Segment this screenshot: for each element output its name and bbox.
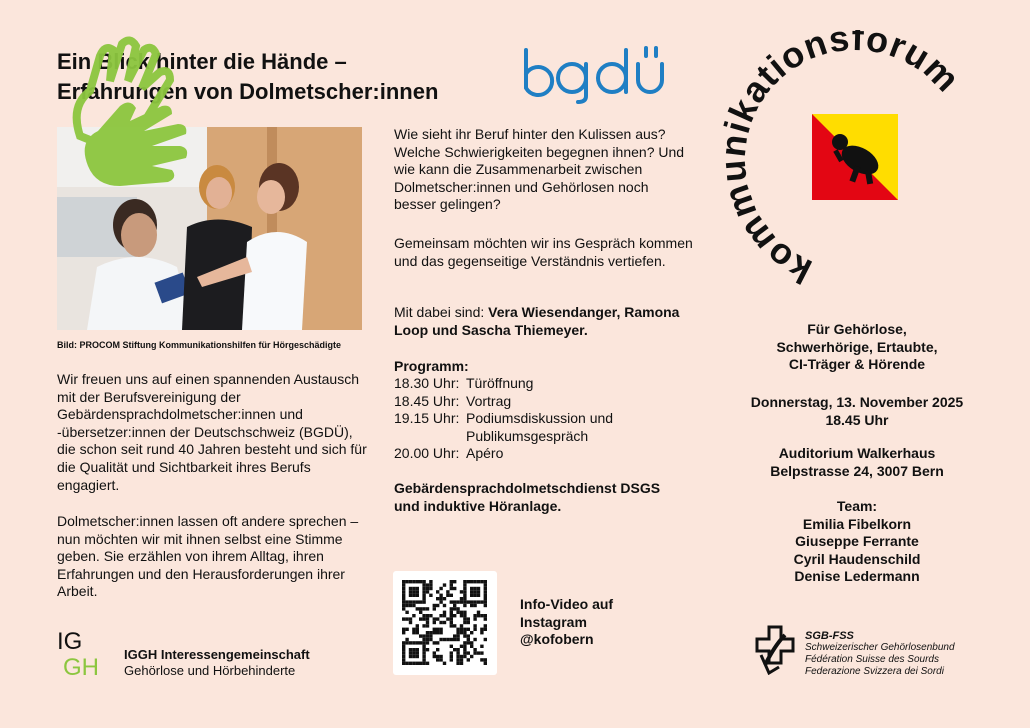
intro-paragraph-1: Wir freuen uns auf einen spannenden Austausch mit der Berufsvereinigung der Gebärdensprachdolmetscher:innen und -übersetzer:innen der Deutschschweiz (BGDÜ), die schon seit rund 40 Jahren besteht und sich für die Qualität und Sichtbarkeit ihres Berufs engagiert. <box>57 371 367 493</box>
program-item: Türöffnung <box>466 375 534 391</box>
team-member: Giuseppe Ferrante <box>795 533 919 550</box>
iggh-subtitle: Gehörlose und Hörbehinderte <box>124 663 296 678</box>
iggh-logo-bottom: GH <box>63 654 99 677</box>
participants-paragraph <box>394 304 694 339</box>
program-item: Apéro <box>466 445 504 462</box>
program-row <box>394 445 694 463</box>
venue-address: Belpstrasse 24, 3007 Bern <box>770 462 944 479</box>
iggh-logo-icon <box>57 627 115 677</box>
title-line-1: Ein Blick hinter die Hände – <box>57 49 347 74</box>
video-handle[interactable]: @kofobern <box>520 631 594 648</box>
photo-caption: Bild: PROCOM Stiftung Kommunikationshilfen für Hörgeschädigte <box>57 340 342 350</box>
event-date: Donnerstag, 13. November 2025 <box>750 394 964 410</box>
intro-paragraph-2: Dolmetscher:innen lassen oft andere sprechen – nun möchten wir mit ihnen selbst eine Stimme geben. Sie erzählen von ihrem Alltag, ihren Erfahrungen und den Herausforderungen ihrer Arbeit. <box>57 513 359 600</box>
program-time: 18.30 Uhr: <box>394 375 460 391</box>
bern-flag-icon <box>812 114 898 200</box>
participants-prefix: Mit dabei sind: <box>394 304 489 320</box>
audience-line: Schwerhörige, Ertaubte, <box>776 338 938 355</box>
venue-block <box>712 445 1002 480</box>
audience-block <box>712 321 1002 374</box>
team-member: Emilia Fibelkorn <box>802 515 912 532</box>
hands-logo-icon <box>60 36 200 186</box>
service-paragraph: Gebärdensprachdolmetschdienst DSGS und induktive Höranlage. <box>394 480 661 514</box>
qr-code[interactable] <box>393 571 497 675</box>
iggh-logo-top: IG <box>57 628 83 655</box>
program-item: Vortrag <box>466 392 512 409</box>
sgb-name-block <box>805 630 955 678</box>
sgb-name-de: Schweizerischer Gehörlosenbund <box>805 642 955 653</box>
team-member: Cyril Haudenschild <box>793 550 921 567</box>
audience-line: Für Gehörlose, <box>807 321 907 337</box>
event-time: 18.45 Uhr <box>825 411 889 428</box>
program-time: 20.00 Uhr: <box>394 445 460 462</box>
video-line-2: Instagram <box>520 613 587 630</box>
program-item: Podiumsdiskussion und Publikumsgespräch <box>466 410 614 444</box>
info-video-block <box>520 596 613 649</box>
team-heading: Team: <box>836 498 878 514</box>
audience-line: CI-Träger & Hörende <box>788 356 926 373</box>
together-paragraph: Gemeinsam möchten wir ins Gespräch kommen und das gegenseitige Verständnis vertiefen. <box>394 235 693 269</box>
program-row <box>394 375 694 393</box>
questions-paragraph: Wie sieht ihr Beruf hinter den Kulissen aus? Welche Schwierigkeiten begegnen ihnen? Und wie kann die Zusammenarbeit zwischen Dolmetscher:innen und Gehörlosen noch besser gelingen? <box>394 126 685 213</box>
date-block <box>712 394 1002 429</box>
participants-names: Vera Wiesendanger, Ramona Loop und Sascha Thiemeyer. <box>394 304 680 338</box>
venue-name: Auditorium Walkerhaus <box>778 445 936 461</box>
video-line-1: Info-Video auf <box>520 596 614 612</box>
program-row <box>394 410 694 445</box>
sgb-logo-icon <box>755 625 795 675</box>
team-member: Denise Ledermann <box>794 568 920 585</box>
team-block <box>712 498 1002 586</box>
iggh-name-block <box>124 647 310 679</box>
title-line-2: Erfahrungen von Dolmetscher:innen <box>57 79 439 104</box>
iggh-name: IGGH Interessengemeinschaft <box>124 647 310 662</box>
program-row <box>394 393 694 411</box>
sgb-name-it: Federazione Svizzera dei Sordi <box>805 666 944 677</box>
program-time: 18.45 Uhr: <box>394 392 460 409</box>
sgb-abbr: SGB-FSS <box>805 630 854 642</box>
program-heading: Programm: <box>394 358 469 374</box>
sgb-name-fr: Fédération Suisse des Sourds <box>805 654 939 665</box>
program-time: 19.15 Uhr: <box>394 410 460 427</box>
program-list <box>394 375 694 463</box>
circular-title-text: kommunikationsforum <box>715 30 969 293</box>
bgdu-logo-icon <box>520 44 665 104</box>
